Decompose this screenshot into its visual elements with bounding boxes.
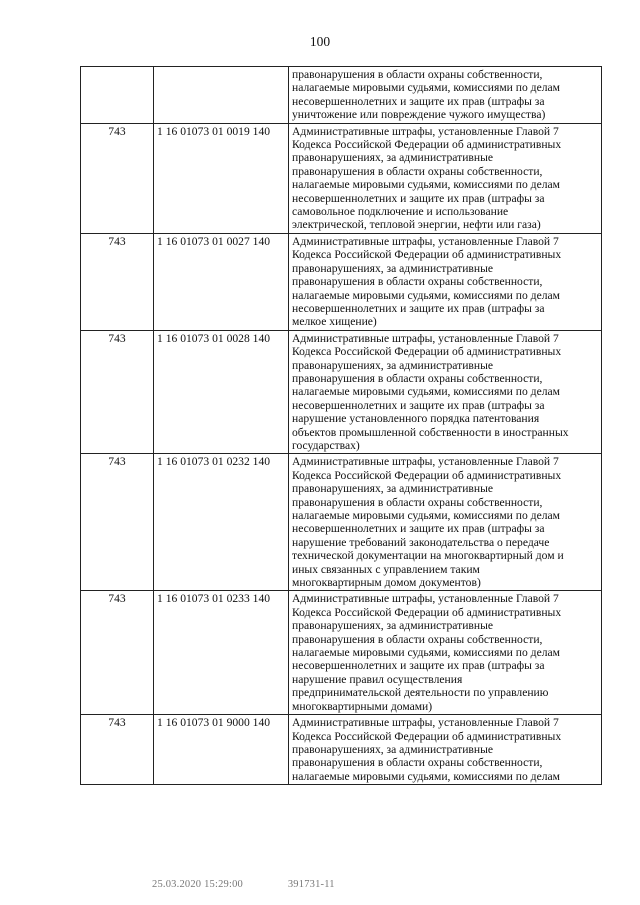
description-line: налагаемые мировыми судьями, комиссиями по делам [292, 385, 560, 399]
table-row [81, 233, 602, 330]
description-line: налагаемые мировыми судьями, комиссиями по делам [292, 288, 560, 302]
description-line: нарушение требований законодательства о передаче [292, 535, 550, 549]
table-row [81, 67, 602, 124]
table-row [81, 330, 602, 454]
table-row [81, 123, 602, 233]
description-cell [289, 123, 602, 233]
footer-timestamp: 25.03.2020 15:29:00 [152, 879, 244, 890]
description-line: налагаемые мировыми судьями, комиссиями по делам [292, 81, 560, 95]
description-line: налагаемые мировыми судьями, комиссиями по делам [292, 509, 560, 522]
description-line: Административные штрафы, установленные Главой 7 [292, 455, 559, 469]
description-line: правонарушения в области охраны собственности, [292, 68, 543, 81]
description-line: технической документации на многоквартирный дом и [292, 549, 564, 563]
budget-classification-code-cell: 1 16 01073 01 0233 140 [154, 591, 289, 715]
table-body [81, 67, 602, 785]
table-row [81, 715, 602, 785]
table-row [81, 591, 602, 715]
description-line: правонарушения в области охраны собственности, [292, 371, 543, 385]
description-line: налагаемые мировыми судьями, комиссиями по делам [292, 178, 560, 192]
budget-classification-code-cell: 1 16 01073 01 9000 140 [154, 715, 289, 785]
description-line: правонарушениях, за административные [292, 482, 494, 496]
description-line: несовершеннолетних и защите их прав (штрафы за [292, 398, 545, 412]
description-line: многоквартирными домами) [292, 699, 433, 713]
description-line: правонарушения в области охраны собственности, [292, 632, 543, 646]
description-line: электрической, тепловой энергии, нефти или газа) [292, 218, 541, 232]
description-line: несовершеннолетних и защите их прав (штрафы за [292, 301, 545, 315]
budget-classification-code-cell: 1 16 01073 01 0028 140 [154, 330, 289, 454]
description-line: правонарушениях, за административные [292, 261, 494, 275]
description-line: правонарушениях, за административные [292, 151, 494, 165]
description-line: Кодекса Российской Федерации об административных [292, 345, 562, 359]
description-cell [289, 454, 602, 591]
footer-document-id: 391731-11 [287, 879, 335, 890]
budget-classification-code-cell: 1 16 01073 01 0232 140 [154, 454, 289, 591]
description-line: Административные штрафы, установленные Главой 7 [292, 592, 559, 606]
description-line: несовершеннолетних и защите их прав (штрафы за [292, 522, 545, 536]
description-line: несовершеннолетних и защите их прав (штрафы за [292, 659, 545, 673]
description-line: налагаемые мировыми судьями, комиссиями по делам [292, 646, 560, 660]
description-line: Кодекса Российской Федерации об административных [292, 468, 562, 482]
admin-code-cell: 743 [81, 454, 154, 591]
description-line: Кодекса Российской Федерации об административных [292, 605, 562, 619]
description-line: многоквартирным домом документов) [292, 576, 481, 590]
description-line: правонарушения в области охраны собственности, [292, 275, 543, 289]
description-line: уничтожение или повреждение чужого имущества) [292, 108, 546, 122]
description-line: объектов промышленной собственности в иностранных [292, 425, 569, 439]
description-line: несовершеннолетних и защите их прав (штрафы за [292, 94, 545, 108]
description-line: Административные штрафы, установленные Главой 7 [292, 716, 559, 730]
description-line: мелкое хищение) [292, 315, 377, 329]
description-line: правонарушения в области охраны собственности, [292, 756, 543, 770]
description-line: государствах) [292, 438, 360, 452]
document-footer [152, 879, 377, 890]
description-cell [289, 591, 602, 715]
description-line: нарушение установленного порядка патентования [292, 412, 540, 426]
description-line: нарушение правил осуществления [292, 672, 463, 686]
description-cell [289, 67, 602, 124]
table-row [81, 454, 602, 591]
description-cell [289, 330, 602, 454]
description-line: правонарушения в области охраны собственности, [292, 495, 543, 509]
budget-classification-code-cell: 1 16 01073 01 0027 140 [154, 233, 289, 330]
description-line: Кодекса Российской Федерации об административных [292, 138, 562, 152]
description-line: правонарушениях, за административные [292, 619, 494, 633]
description-line: правонарушениях, за административные [292, 742, 494, 756]
description-line: Административные штрафы, установленные Главой 7 [292, 124, 559, 138]
admin-code-cell: 743 [81, 123, 154, 233]
description-line: предпринимательской деятельности по управлению [292, 686, 549, 700]
description-line: иных связанных с управлением таким [292, 562, 480, 576]
description-line: самовольное подключение и использование [292, 205, 509, 219]
description-cell [289, 233, 602, 330]
description-line: Административные штрафы, установленные Главой 7 [292, 331, 559, 345]
description-line: правонарушения в области охраны собственности, [292, 164, 543, 178]
description-line: налагаемые мировыми судьями, комиссиями по делам [292, 769, 560, 783]
admin-code-cell: 743 [81, 715, 154, 785]
description-line: Кодекса Российской Федерации об административных [292, 729, 562, 743]
description-cell [289, 715, 602, 785]
description-line: Кодекса Российской Федерации об административных [292, 248, 562, 262]
budget-classification-code-cell [154, 67, 289, 124]
budget-classification-code-cell: 1 16 01073 01 0019 140 [154, 123, 289, 233]
admin-code-cell [81, 67, 154, 124]
page-number: 100 [309, 34, 331, 49]
description-line: несовершеннолетних и защите их прав (штрафы за [292, 191, 545, 205]
description-line: Административные штрафы, установленные Главой 7 [292, 234, 559, 248]
admin-code-cell: 743 [81, 330, 154, 454]
admin-code-cell: 743 [81, 233, 154, 330]
admin-code-cell: 743 [81, 591, 154, 715]
description-line: правонарушениях, за административные [292, 358, 494, 372]
budget-codes-table [80, 66, 602, 785]
